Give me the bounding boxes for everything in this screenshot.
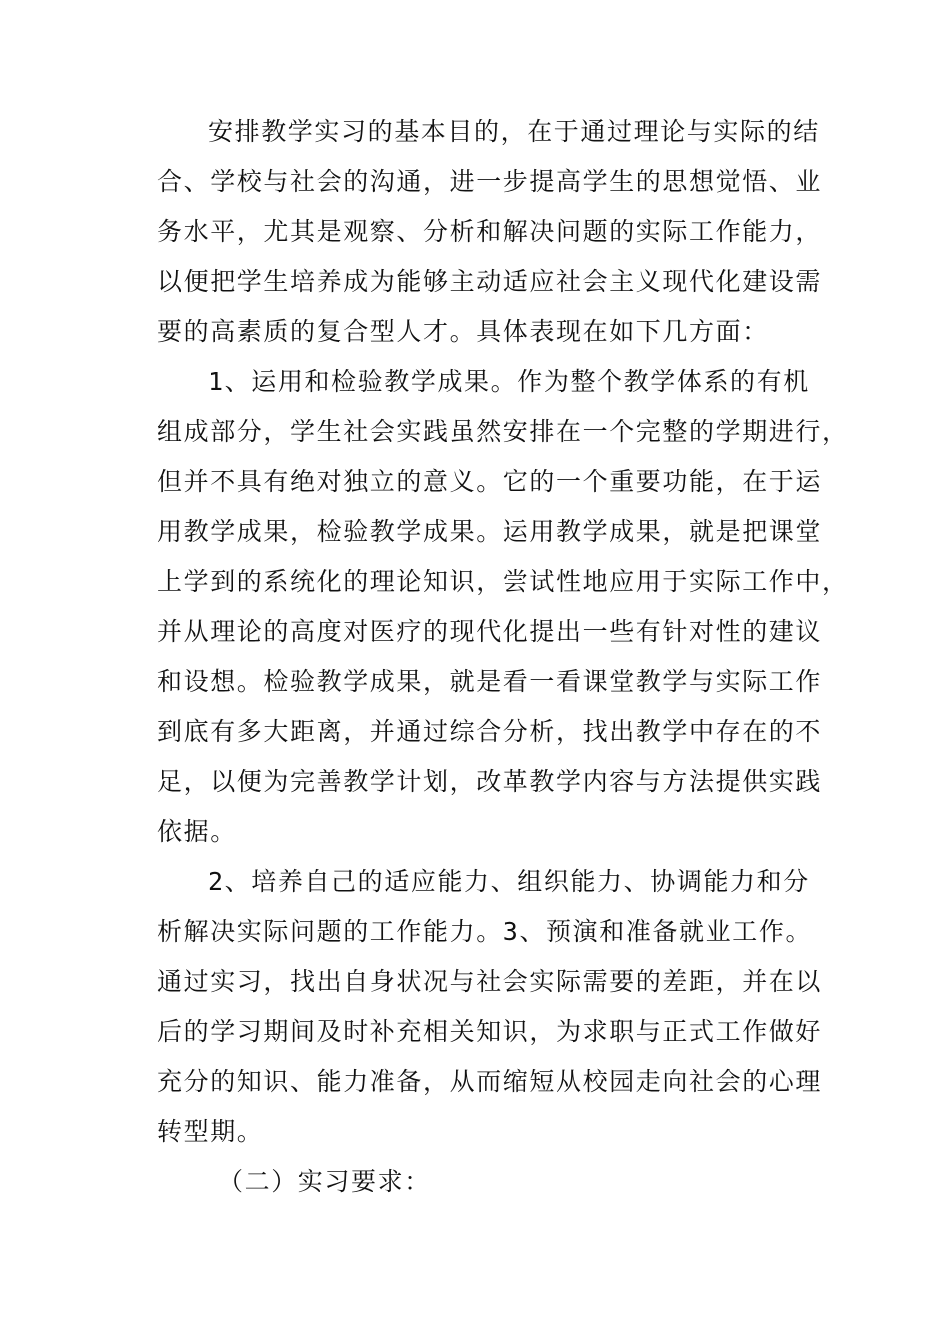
paragraph-1-line-2: 合、学校与社会的沟通，进一步提高学生的思想觉悟、业 xyxy=(157,167,823,196)
paragraph-3-line-6: 转型期。 xyxy=(157,1117,264,1146)
paragraph-3-line-4: 后的学习期间及时补充相关知识，为求职与正式工作做好 xyxy=(157,1017,823,1046)
paragraph-2-line-3: 但并不具有绝对独立的意义。它的一个重要功能，在于运 xyxy=(157,467,823,496)
paragraph-3-line-1: 2、培养自己的适应能力、组织能力、协调能力和分 xyxy=(208,867,810,896)
paragraph-2-line-9: 足，以便为完善教学计划，改革教学内容与方法提供实践 xyxy=(157,767,823,796)
paragraph-3-line-2: 析解决实际问题的工作能力。3、预演和准备就业工作。 xyxy=(157,917,813,946)
paragraph-2-line-6: 并从理论的高度对医疗的现代化提出一些有针对性的建议 xyxy=(157,617,823,646)
paragraph-2-line-5: 上学到的系统化的理论知识，尝试性地应用于实际工作中， xyxy=(157,567,849,596)
paragraph-2-line-10: 依据。 xyxy=(157,817,237,846)
paragraph-2-line-2: 组成部分，学生社会实践虽然安排在一个完整的学期进行， xyxy=(157,417,849,446)
paragraph-1-line-1: 安排教学实习的基本目的，在于通过理论与实际的结 xyxy=(208,117,820,146)
paragraph-2-line-7: 和设想。检验教学成果，就是看一看课堂教学与实际工作 xyxy=(157,667,823,696)
paragraph-3-line-3: 通过实习，找出自身状况与社会实际需要的差距，并在以 xyxy=(157,967,823,996)
paragraph-2-line-1: 1、运用和检验教学成果。作为整个教学体系的有机 xyxy=(208,367,810,396)
paragraph-2-line-8: 到底有多大距离，并通过综合分析，找出教学中存在的不 xyxy=(157,717,823,746)
section-heading: （二）实习要求： xyxy=(218,1167,431,1196)
paragraph-1-line-5: 要的高素质的复合型人才。具体表现在如下几方面： xyxy=(157,317,769,346)
paragraph-1-line-4: 以便把学生培养成为能够主动适应社会主义现代化建设需 xyxy=(157,267,823,296)
paragraph-3-line-5: 充分的知识、能力准备，从而缩短从校园走向社会的心理 xyxy=(157,1067,823,1096)
paragraph-2-line-4: 用教学成果，检验教学成果。运用教学成果，就是把课堂 xyxy=(157,517,823,546)
paragraph-1-line-3: 务水平，尤其是观察、分析和解决问题的实际工作能力， xyxy=(157,217,823,246)
